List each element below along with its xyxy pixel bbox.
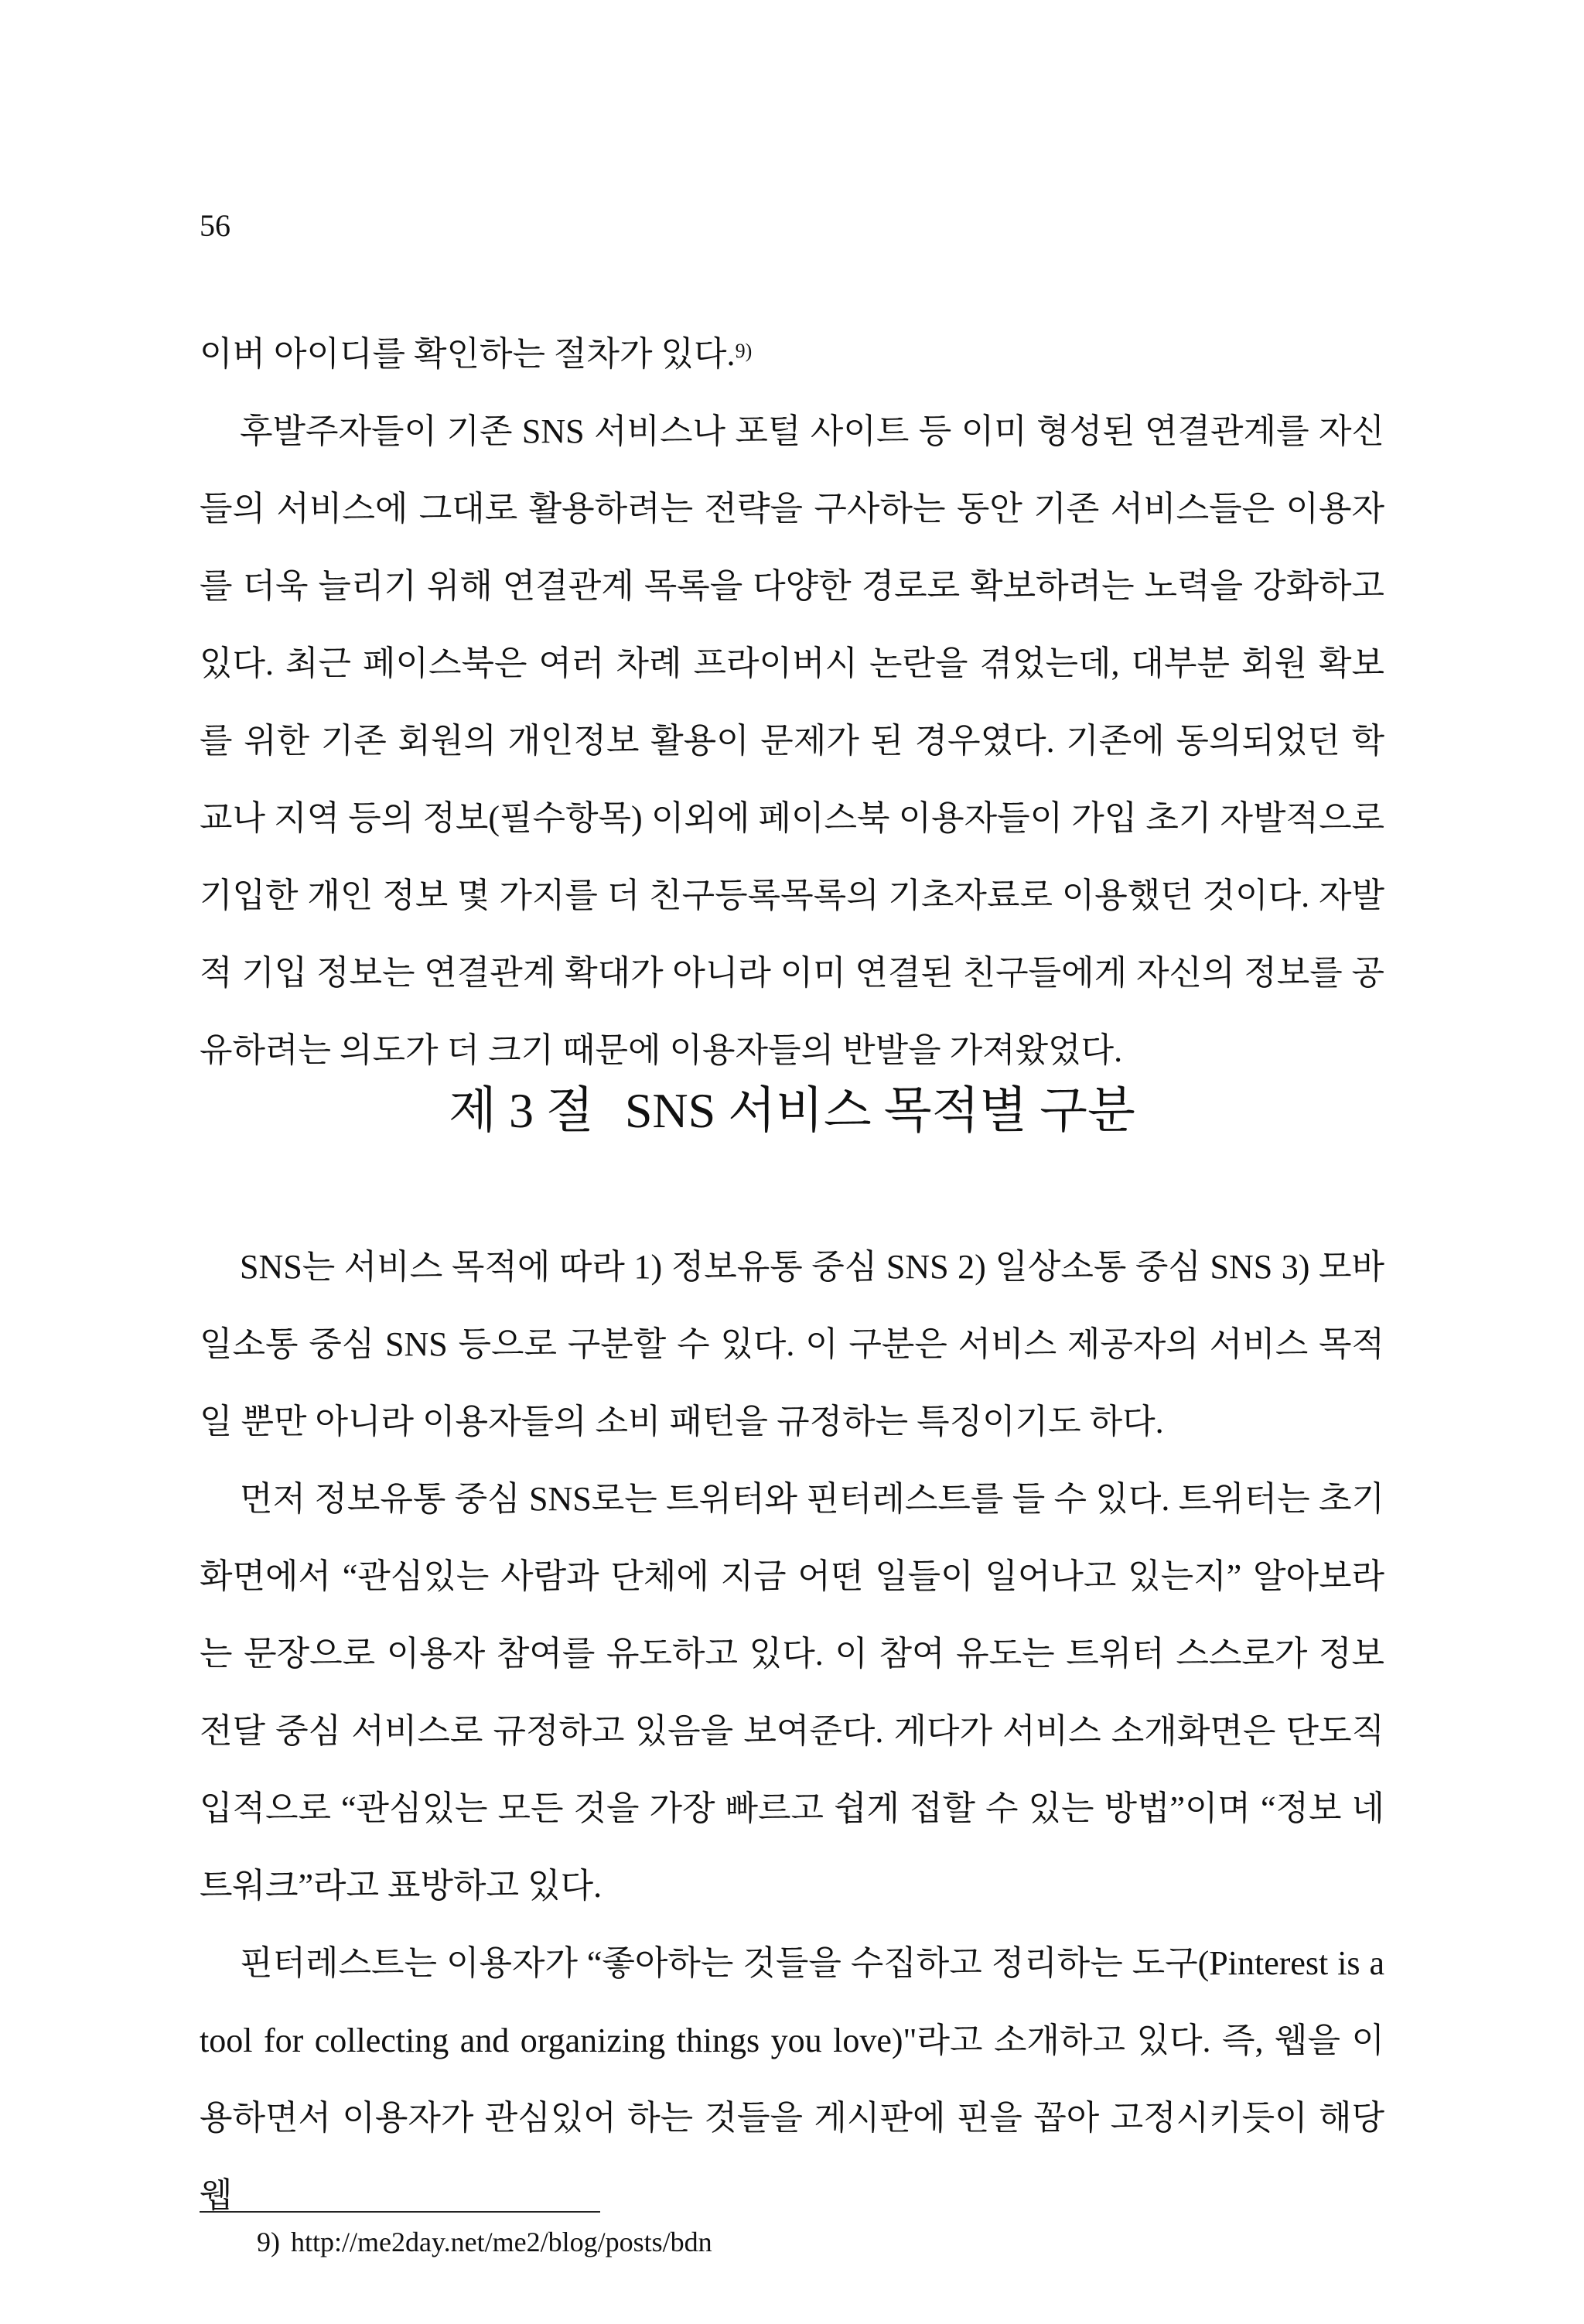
footnote-text: http://me2day.net/me2/blog/posts/bdn xyxy=(291,2227,712,2257)
footnote-divider xyxy=(200,2211,600,2213)
footnote xyxy=(257,2225,712,2259)
paragraph: SNS는 서비스 목적에 따라 1) 정보유통 중심 SNS 2) 일상소통 중심 SNS 3) 모바일소통 중심 SNS 등으로 구분할 수 있다. 이 구분은 서비스 제공자의 서비스 목적일 뿐만 아니라 이용자들의 소비 패턴을 규정하는 특징이기도 하다. xyxy=(200,1248,1384,1441)
text-block-intro xyxy=(200,316,1384,1089)
section-title: SNS 서비스 목적별 구분 xyxy=(624,1083,1135,1138)
footnote-number: 9) xyxy=(257,2227,280,2257)
paragraph: 후발주자들이 기존 SNS 서비스나 포털 사이트 등 이미 형성된 연결관계를 자신들의 서비스에 그대로 활용하려는 전략을 구사하는 동안 기존 서비스들은 이용자를 더욱 늘리기 위해 연결관계 목록을 다양한 경로로 확보하려는 노력을 강화하고 있다. 최근 페이스북은 여러 차례 프라이버시 논란을 겪었는데, 대부분 회원 확보를 위한 기존 회원의 개인정보 활용이 문제가 된 경우였다. 기존에 동의되었던 학교나 지역 등의 정보(필수항목) 이외에 페이스북 이용자들이 가입 초기 자발적으로 기입한 개인 정보 몇 가지를 더 친구등록목록의 기초자료로 이용했던 것이다. 자발적 기입 정보는 연결관계 확대가 아니라 이미 연결된 친구들에게 자신의 정보를 공유하려는 의도가 더 크기 때문에 이용자들의 반발을 가져왔었다. xyxy=(200,412,1384,1069)
footnote-reference: 9) xyxy=(735,340,753,362)
paragraph xyxy=(200,316,1384,393)
paragraph: 먼저 정보유통 중심 SNS로는 트위터와 핀터레스트를 들 수 있다. 트위터는 초기화면에서 “관심있는 사람과 단체에 지금 어떤 일들이 일어나고 있는지” 알아보라는 문장으로 이용자 참여를 유도하고 있다. 이 참여 유도는 트위터 스스로가 정보 전달 중심 서비스로 규정하고 있음을 보여준다. 게다가 서비스 소개화면은 단도직입적으로 “관심있는 모든 것을 가장 빠르고 쉽게 접할 수 있는 방법”이며 “정보 네트워크”라고 표방하고 있다. xyxy=(200,1480,1384,1905)
page-number: 56 xyxy=(200,208,230,243)
text-block-section xyxy=(200,1229,1384,2234)
paragraph-text: 이버 아이디를 확인하는 절차가 있다. xyxy=(200,335,736,373)
paragraph: 핀터레스트는 이용자가 “좋아하는 것들을 수집하고 정리하는 도구(Pinterest is a tool for collecting and organizing things you love)"라고 소개하고 있다. 즉, 웹을 이용하면서 이용자가 관심있어 하는 것들을 게시판에 핀을 꼽아 고정시키듯이 해당 웹 xyxy=(200,1944,1384,2214)
section-heading xyxy=(200,1080,1384,1142)
section-number: 제 3 절 xyxy=(449,1083,594,1138)
